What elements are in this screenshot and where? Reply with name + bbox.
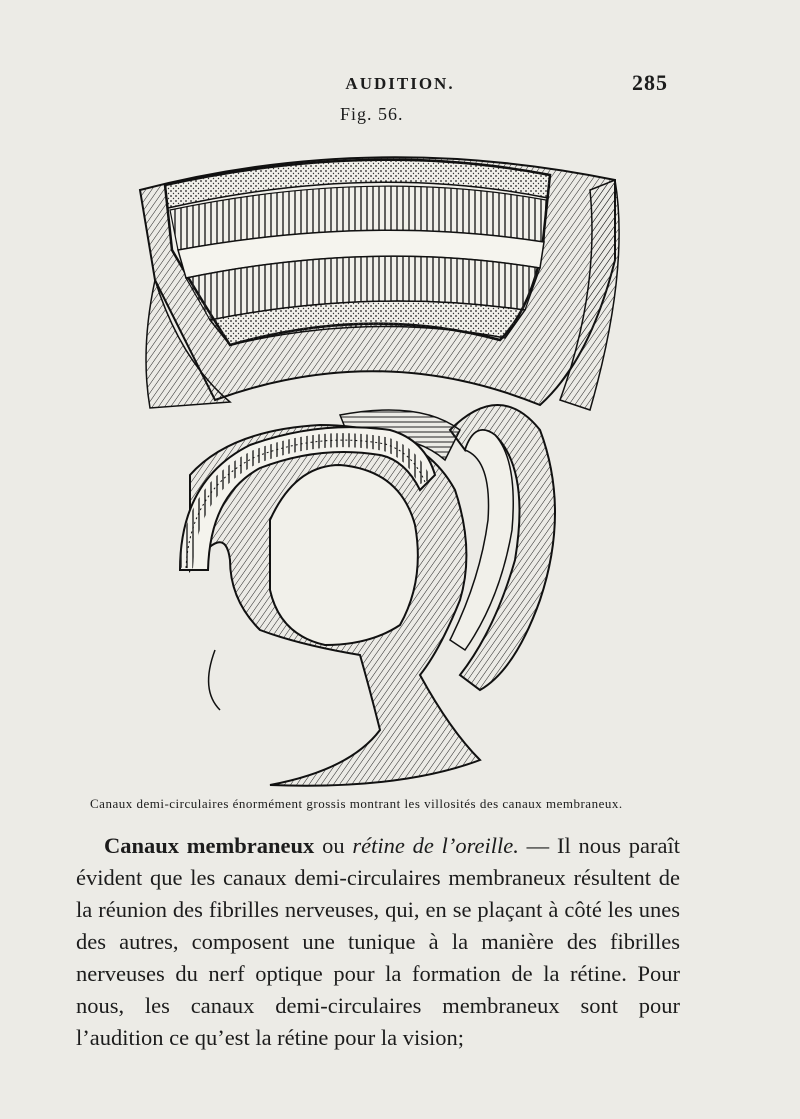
paragraph	[76, 830, 680, 1054]
figure-caption: Canaux demi-circulaires énormément grossis montrant les villosités des canaux membraneux.	[90, 796, 623, 811]
heading-connector: ou	[314, 833, 353, 858]
page-number: 285	[632, 70, 668, 95]
paragraph-text: Il nous paraît évident que les canaux demi-circulaires membraneux résultent de la réunion des fibrilles nerveuses, qui, en se plaçant à côté les unes des autres, composent une tunique à la manière des fibrilles nerveuses du nerf optique pour la formation de la rétine. Pour nous, les canaux demi-circulaires membraneux sont pour l’audition ce qu’est la rétine pour la vision;	[76, 833, 680, 1050]
semicircular-canals-engraving	[120, 130, 640, 800]
heading-dash: —	[518, 833, 557, 858]
canal-section-upper	[140, 157, 619, 410]
section-heading-italic: rétine de l’oreille.	[352, 833, 519, 858]
figure-label: Fig. 56.	[340, 104, 404, 124]
body-text	[76, 830, 680, 1054]
section-heading: Canaux membraneux	[104, 833, 315, 858]
semicircular-canals-lower	[180, 405, 555, 786]
running-title: AUDITION.	[345, 74, 455, 93]
